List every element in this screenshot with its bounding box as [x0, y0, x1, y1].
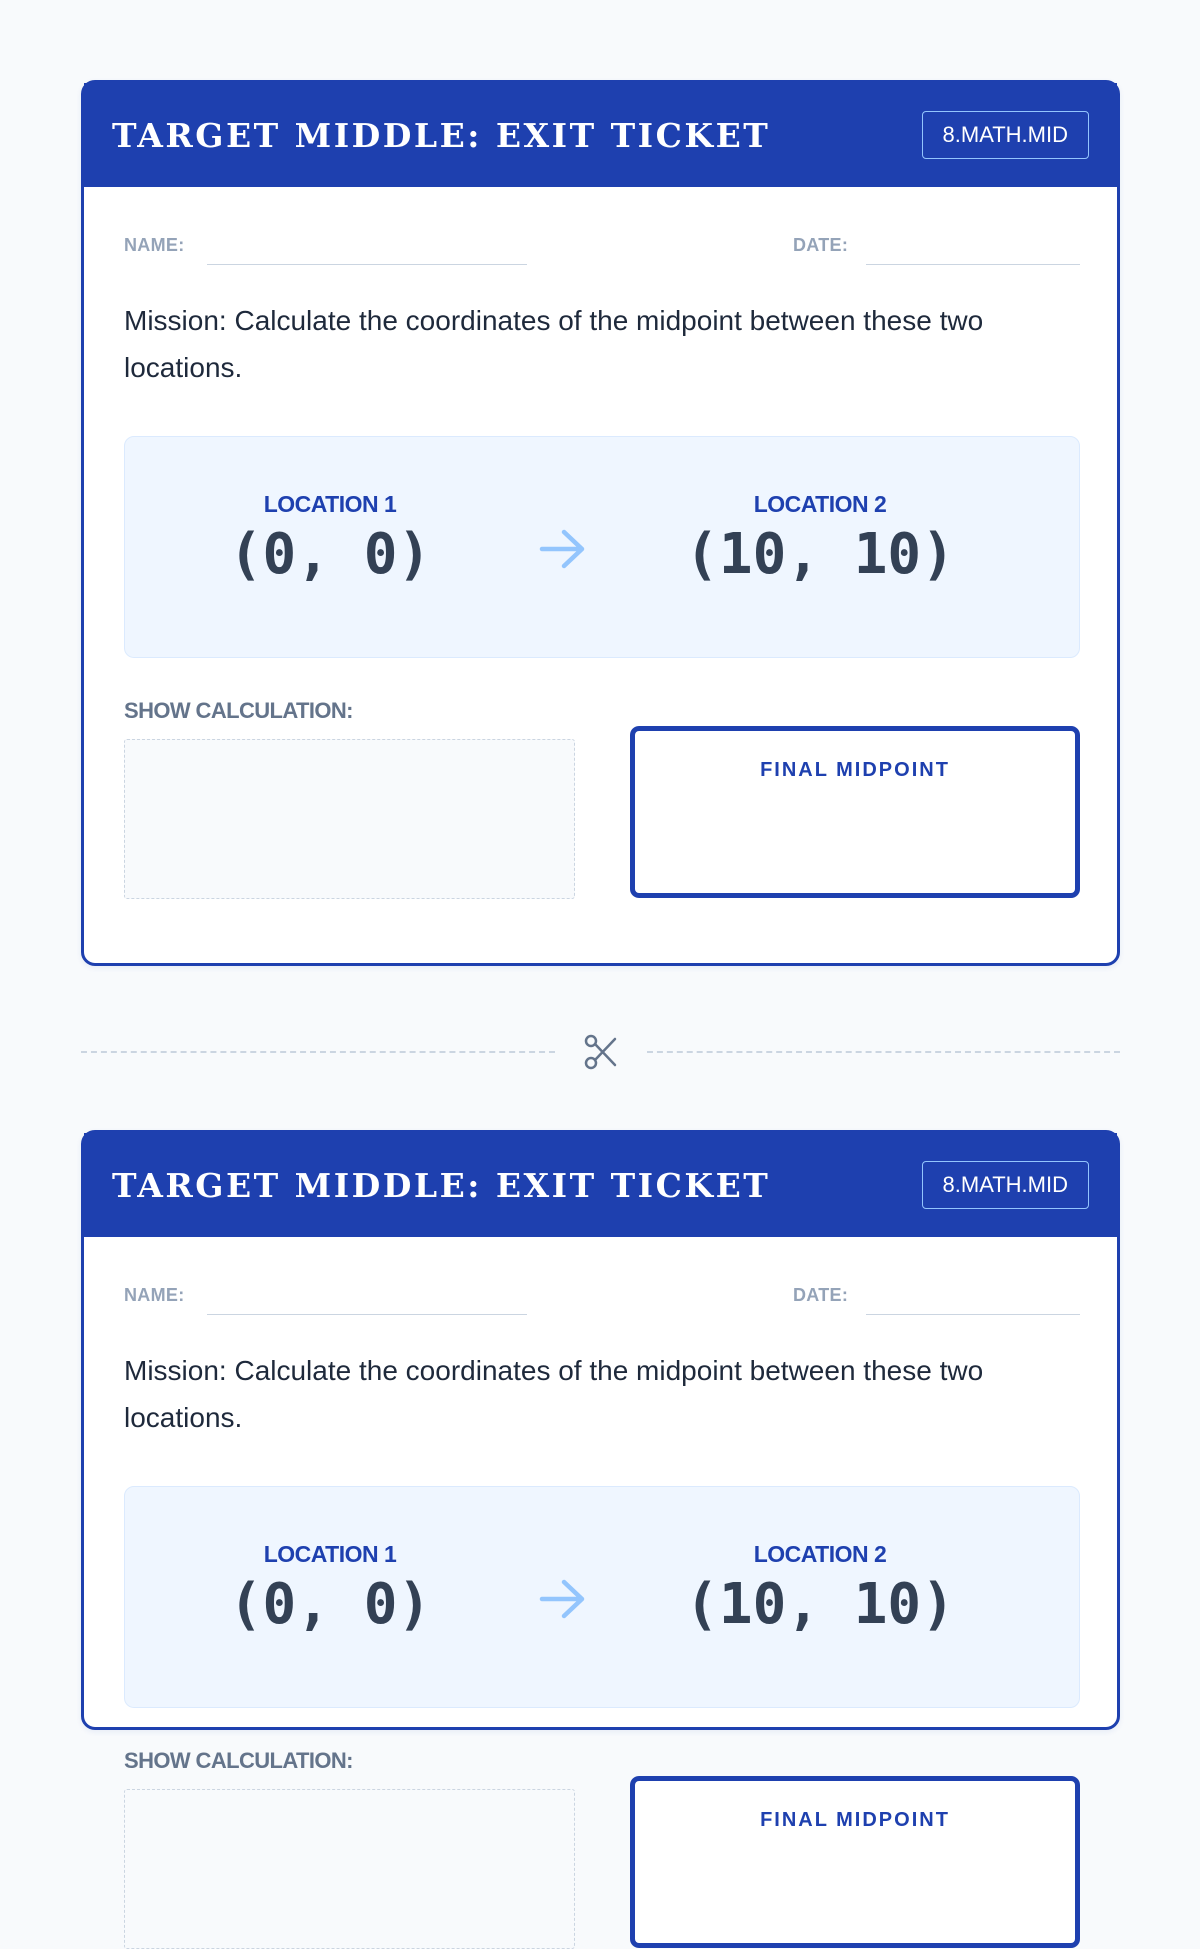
cut-line: [81, 1032, 1120, 1072]
final-midpoint-box[interactable]: [630, 1776, 1080, 1948]
work-area: [124, 1748, 1080, 1948]
name-label: NAME:: [124, 235, 185, 255]
location-2-coordinates: (10, 10): [685, 522, 955, 587]
final-midpoint-label: FINAL MIDPOINT: [760, 1809, 950, 1831]
calculation-box[interactable]: [124, 1789, 575, 1949]
work-area: [124, 698, 1080, 898]
mission-text: Mission: Calculate the coordinates of the midpoint between these two locations.: [124, 1355, 984, 1433]
ticket-header: [84, 1133, 1117, 1237]
location-1-coordinates: (0, 0): [228, 522, 432, 587]
name-label: NAME:: [124, 1285, 185, 1305]
ticket-title: TARGET MIDDLE: EXIT TICKET: [112, 1165, 771, 1205]
location-1-label: LOCATION 1: [263, 491, 397, 517]
location-1: [185, 1541, 475, 1637]
location-1: [185, 491, 475, 587]
ticket-title: TARGET MIDDLE: EXIT TICKET: [112, 115, 771, 155]
final-midpoint-label: FINAL MIDPOINT: [760, 759, 950, 781]
cut-dash-right: [647, 1051, 1120, 1053]
date-label: DATE:: [793, 1285, 849, 1305]
date-label: DATE:: [793, 235, 849, 255]
ticket-body: [84, 1237, 1117, 1948]
location-1-coordinates: (0, 0): [228, 1572, 432, 1637]
location-2: [665, 491, 975, 587]
exit-ticket: [81, 80, 1120, 966]
calculation-label: SHOW CALCULATION:: [124, 1748, 353, 1773]
location-2-label: LOCATION 2: [753, 1541, 887, 1567]
final-midpoint-box[interactable]: [630, 726, 1080, 898]
mission-text: Mission: Calculate the coordinates of the midpoint between these two locations.: [124, 305, 984, 383]
cut-dash-left: [81, 1051, 555, 1053]
calculation-box[interactable]: [124, 739, 575, 899]
standard-code-badge: 8.MATH.MID: [922, 111, 1089, 159]
student-fields: [124, 1237, 1077, 1347]
student-fields: [124, 187, 1077, 297]
calculation-label: SHOW CALCULATION:: [124, 698, 353, 723]
locations-panel: [124, 1486, 1080, 1708]
arrow-right-icon: [538, 1577, 588, 1621]
date-field[interactable]: [866, 1314, 1080, 1315]
scissors-icon: [581, 1032, 621, 1072]
location-2-label: LOCATION 2: [753, 491, 887, 517]
location-2: [665, 1541, 975, 1637]
ticket-header: [84, 83, 1117, 187]
date-field[interactable]: [866, 264, 1080, 265]
location-2-coordinates: (10, 10): [685, 1572, 955, 1637]
standard-code-badge: 8.MATH.MID: [922, 1161, 1089, 1209]
arrow-right-icon: [538, 527, 588, 571]
exit-ticket: [81, 1130, 1120, 1831]
location-1-label: LOCATION 1: [263, 1541, 397, 1567]
name-field[interactable]: [207, 264, 527, 265]
ticket-body: [84, 187, 1117, 898]
locations-panel: [124, 436, 1080, 658]
name-field[interactable]: [207, 1314, 527, 1315]
